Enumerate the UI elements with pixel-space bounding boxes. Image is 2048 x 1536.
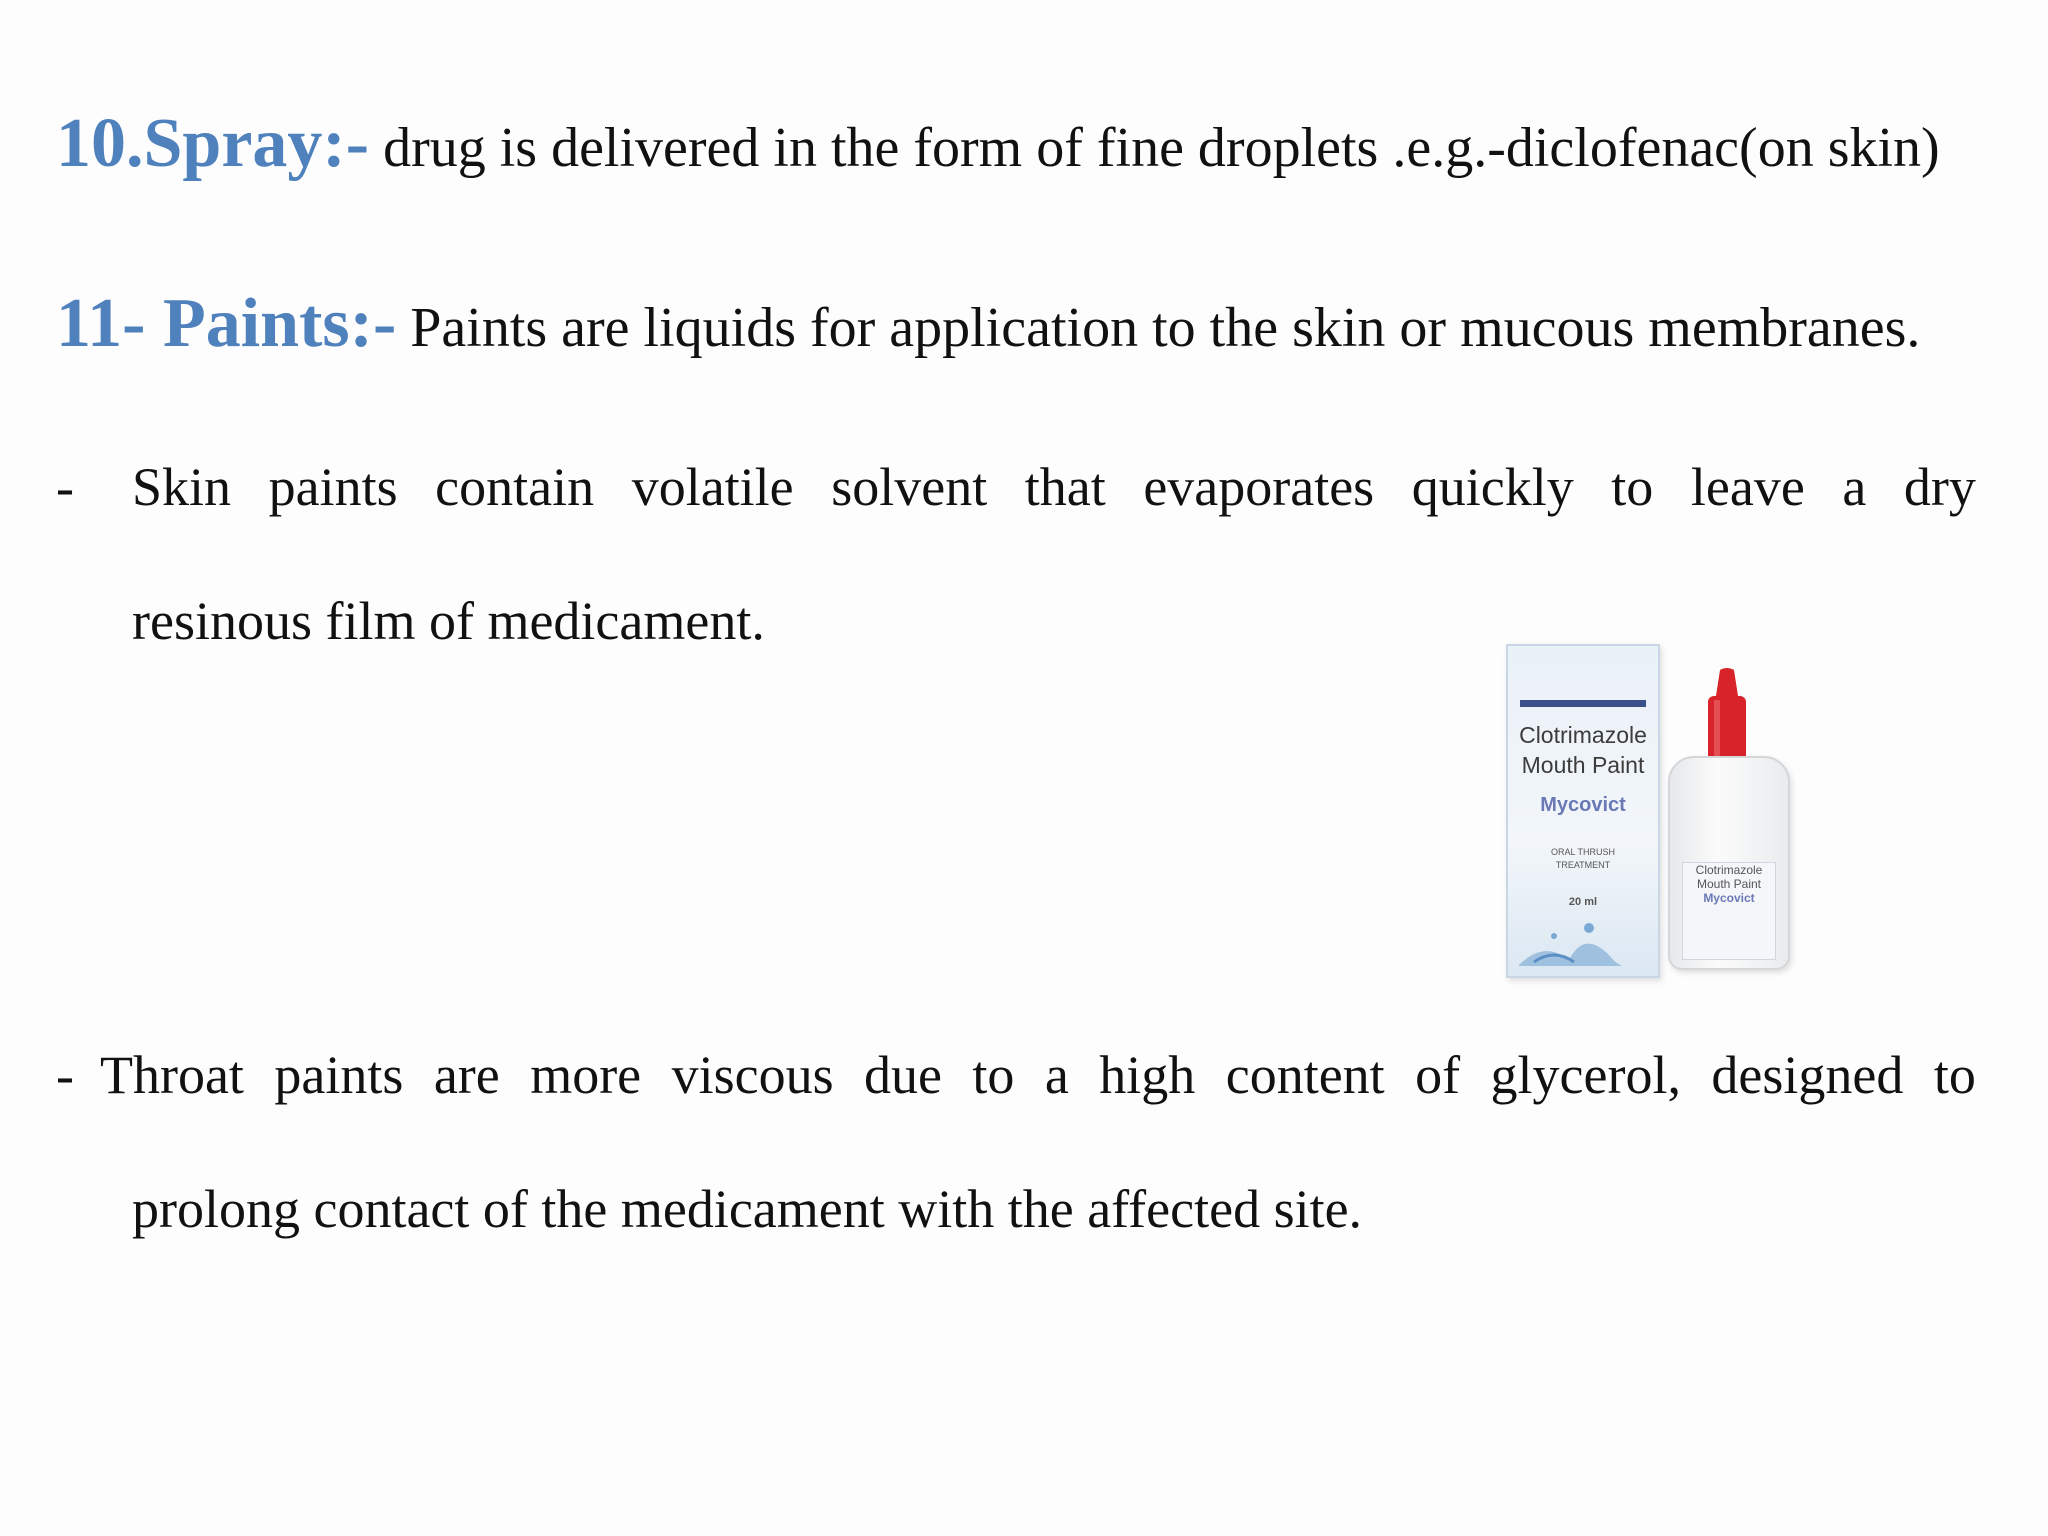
box-product-name [1508,720,1658,780]
word: viscous [671,1045,834,1105]
skin-paints-line1 [132,456,1976,518]
word: to [972,1045,1015,1105]
paints-description: Paints are liquids for application to the skin or mucous membranes. [396,297,1921,359]
mouth-paint-product-image [1496,636,1816,986]
word: Throat [100,1045,244,1105]
word: designed [1711,1045,1904,1105]
word: contain [435,457,595,517]
box-volume: 20 ml [1568,896,1598,908]
word: are [433,1045,500,1105]
word: dry [1903,457,1976,517]
bottle-label-line1: Clotrimazole [1695,863,1763,877]
spray-term: 10.Spray:- [56,105,370,182]
word: a [1842,457,1867,517]
word: volatile [631,457,794,517]
word: more [530,1045,642,1105]
word: evaporates [1143,457,1375,517]
box-name-line2: Mouth Paint [1521,752,1645,778]
throat-paints-line1 [100,1044,1976,1106]
skin-paints-line2: resinous film of medicament. [132,591,765,651]
word: content [1225,1045,1385,1105]
word: paints [268,457,398,517]
box-brand: Mycovict [1540,794,1626,816]
product-box [1506,644,1660,978]
bottle-label [1682,862,1776,960]
bottle-label-line3: Mycovict [1703,891,1755,905]
water-splash-icon [1514,900,1624,970]
paints-term: 11- Paints:- [56,285,397,362]
word: Skin [132,457,232,517]
word: to [1611,457,1654,517]
skin-paints-dash: - [56,457,74,517]
word: of [1415,1045,1461,1105]
spray-heading [56,104,1940,184]
box-sub-line1: ORAL THRUSH [1550,847,1615,857]
box-stripe [1520,700,1646,707]
word: due [864,1045,942,1105]
word: to [1933,1045,1976,1105]
word: paints [274,1045,404,1105]
bottle-body [1668,756,1790,970]
bottle-cap-icon [1700,666,1754,762]
throat-paints-dash: - [56,1045,74,1105]
word: glycerol, [1490,1045,1681,1105]
spray-description: drug is delivered in the form of fine droplets .e.g.-diclofenac(on skin) [369,117,1940,179]
word: high [1099,1045,1196,1105]
bottle-label-line2: Mouth Paint [1696,877,1762,891]
word: quickly [1411,457,1574,517]
box-subtitle [1508,846,1658,872]
box-name-line1: Clotrimazole [1519,722,1647,748]
word: leave [1690,457,1805,517]
throat-paints-line2: prolong contact of the medicament with the affected site. [132,1179,1363,1239]
word: solvent [831,457,988,517]
word: a [1044,1045,1069,1105]
word: that [1024,457,1106,517]
box-sub-line2: TREATMENT [1555,860,1611,870]
paints-heading [56,284,1920,364]
